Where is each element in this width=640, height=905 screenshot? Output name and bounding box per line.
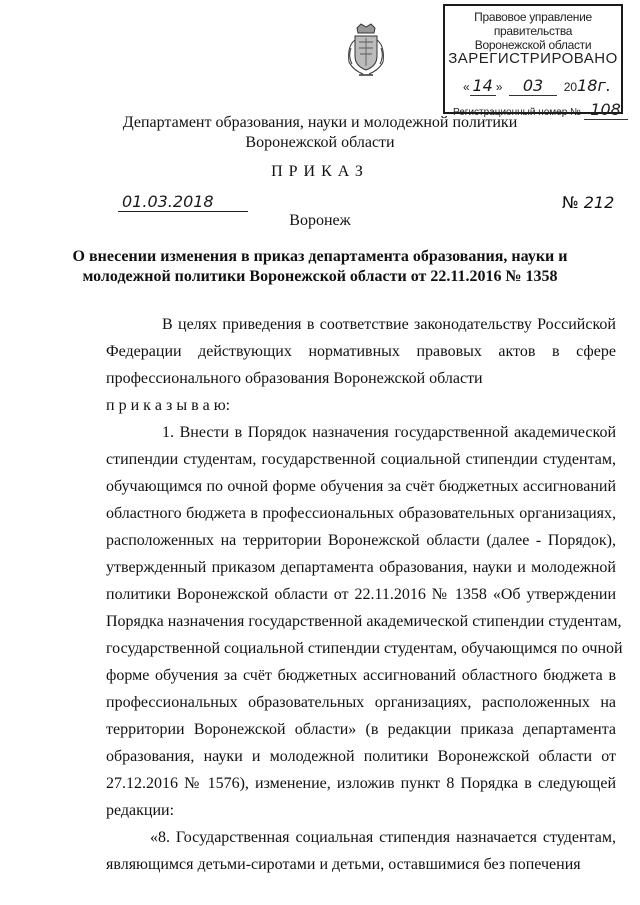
- body-line: форме обучения за счёт бюджетных ассигнований областного бюджета в: [106, 667, 616, 684]
- body-line: «8. Государственная социальная стипендия назначается студентам,: [150, 829, 616, 846]
- stamp-month: 03: [509, 76, 557, 96]
- body-line: профессионального образования Воронежской области: [106, 370, 483, 387]
- order-number: [562, 193, 614, 212]
- stamp-date: [463, 76, 611, 96]
- body-line: В целях приведения в соответствие законодательству Российской: [162, 316, 616, 333]
- body-line: 27.12.2016 № 1576), изменение, изложив пункт 8 Порядка в следующей: [106, 775, 616, 792]
- body-line: расположенных на территории Воронежской области (далее - Порядок),: [106, 532, 616, 549]
- body-line: территории Воронежской области» (в редакции приказа департамента: [106, 721, 616, 738]
- registration-stamp: [443, 4, 623, 119]
- body-line: государственной социальной стипендии студентам, обучающимся по очной: [106, 640, 623, 657]
- order-title-line-2: молодежной политики Воронежской области от 22.11.2016 № 1358: [82, 268, 558, 285]
- stamp-organization: [445, 10, 621, 52]
- document-type-heading: ПРИКАЗ: [271, 163, 369, 180]
- body-line: политики Воронежской области от 22.11.2016 № 1358 «Об утверждении: [106, 586, 616, 603]
- stamp-reg-number-label: Регистрационный номер №: [453, 107, 581, 118]
- order-number-value: 212: [583, 193, 615, 212]
- body-line: являющимся детьми-сиротами и детьми, оставшимися без попечения: [106, 856, 581, 873]
- body-line: редакции:: [106, 802, 175, 819]
- stamp-day: 14: [470, 76, 496, 96]
- department-line-1: Департамент образования, науки и молодежной политики: [122, 114, 518, 131]
- department-name: [0, 113, 640, 153]
- order-title-line-1: О внесении изменения в приказ департамента образования, науки и: [72, 248, 568, 265]
- body-line: п р и к а з ы в а ю:: [106, 397, 231, 414]
- coat-of-arms-icon: [343, 22, 389, 78]
- stamp-org-line-1: Правовое управление правительства: [474, 10, 592, 38]
- order-title: [0, 247, 640, 287]
- body-line: Порядка назначения государственной академической стипендии студентам,: [106, 613, 622, 630]
- body-line: 1. Внести в Порядок назначения государственной академической: [162, 424, 616, 441]
- body-line: Федерации действующих нормативных правовых актов в сфере: [106, 343, 616, 360]
- body-line: профессиональных образовательных организациях, расположенных на: [106, 694, 616, 711]
- stamp-quote-open: «: [463, 80, 470, 94]
- stamp-reg-number-value: 108: [584, 100, 628, 120]
- stamp-quote-close: »: [495, 80, 503, 94]
- order-number-sign: №: [562, 193, 579, 212]
- order-city: Воронеж: [289, 212, 351, 229]
- stamp-registered-label: ЗАРЕГИСТРИРОВАНО: [448, 50, 618, 67]
- body-line: утвержденный приказом департамента образования, науки и молодежной: [106, 559, 616, 576]
- body-line: стипендии студентам, государственной социальной стипендии студентам,: [106, 451, 616, 468]
- order-date: 01.03.2018: [118, 193, 248, 212]
- stamp-year-prefix: 20: [563, 80, 578, 94]
- body-line: областного бюджета в профессиональных образовательных организациях,: [106, 505, 616, 522]
- body-line: образования, науки и молодежной политики Воронежской области от: [106, 748, 616, 765]
- body-line: обучающимся по очной форме обучения за счёт бюджетных ассигнований: [106, 478, 616, 495]
- stamp-year: 18г.: [577, 76, 611, 95]
- department-line-2: Воронежской области: [245, 134, 395, 151]
- stamp-org-line-2: Воронежской области: [474, 38, 592, 52]
